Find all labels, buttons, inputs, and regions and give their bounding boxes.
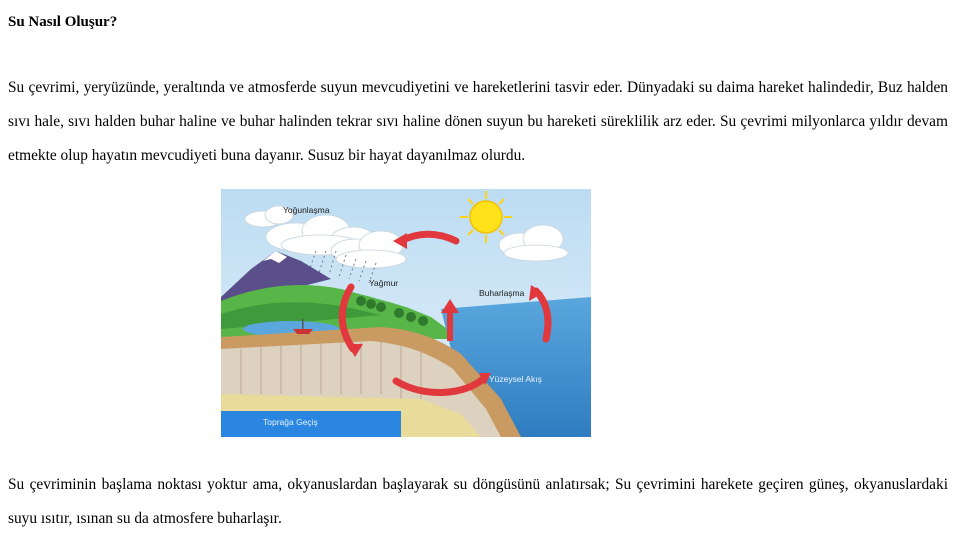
cycle-start-paragraph: Su çevriminin başlama noktası yoktur ama, okyanuslardan başlayarak su döngüsünü anlatırsak; Su çevrimini harekete geçiren güneş, okyanuslardaki suyu ısıtır, ısınan su da atmosfere buharlaşır. (8, 476, 948, 527)
page-title: Su Nasıl Oluşur? (8, 14, 118, 30)
water-cycle-figure (221, 189, 591, 437)
soil-passage-label: Toprağa Geçiş (263, 417, 318, 427)
condensation-label: Yoğunlaşma (283, 205, 330, 215)
evaporation-label: Buharlaşma (479, 288, 525, 298)
surface-flow-label: Yüzeysel Akış (489, 374, 542, 384)
intro-paragraph: Su çevrimi, yeryüzünde, yeraltında ve atmosferde suyun mevcudiyetini ve hareketlerini tasvir eder. Dünyadaki su daima hareket halindedir, Buz halden sıvı hale, sıvı halden buhar haline ve buhar halinden tekrar sıvı haline dönen suyun bu hareketi süreklilik arz eder. Su çevrimi milyonlarca yıldır devam etmekte olup hayatın mevcudiyeti buna dayanır. Susuz bir hayat dayanılmaz olurdu. (8, 79, 948, 164)
water-cycle-illustration (221, 189, 591, 437)
rain-label: Yağmur (369, 278, 399, 288)
